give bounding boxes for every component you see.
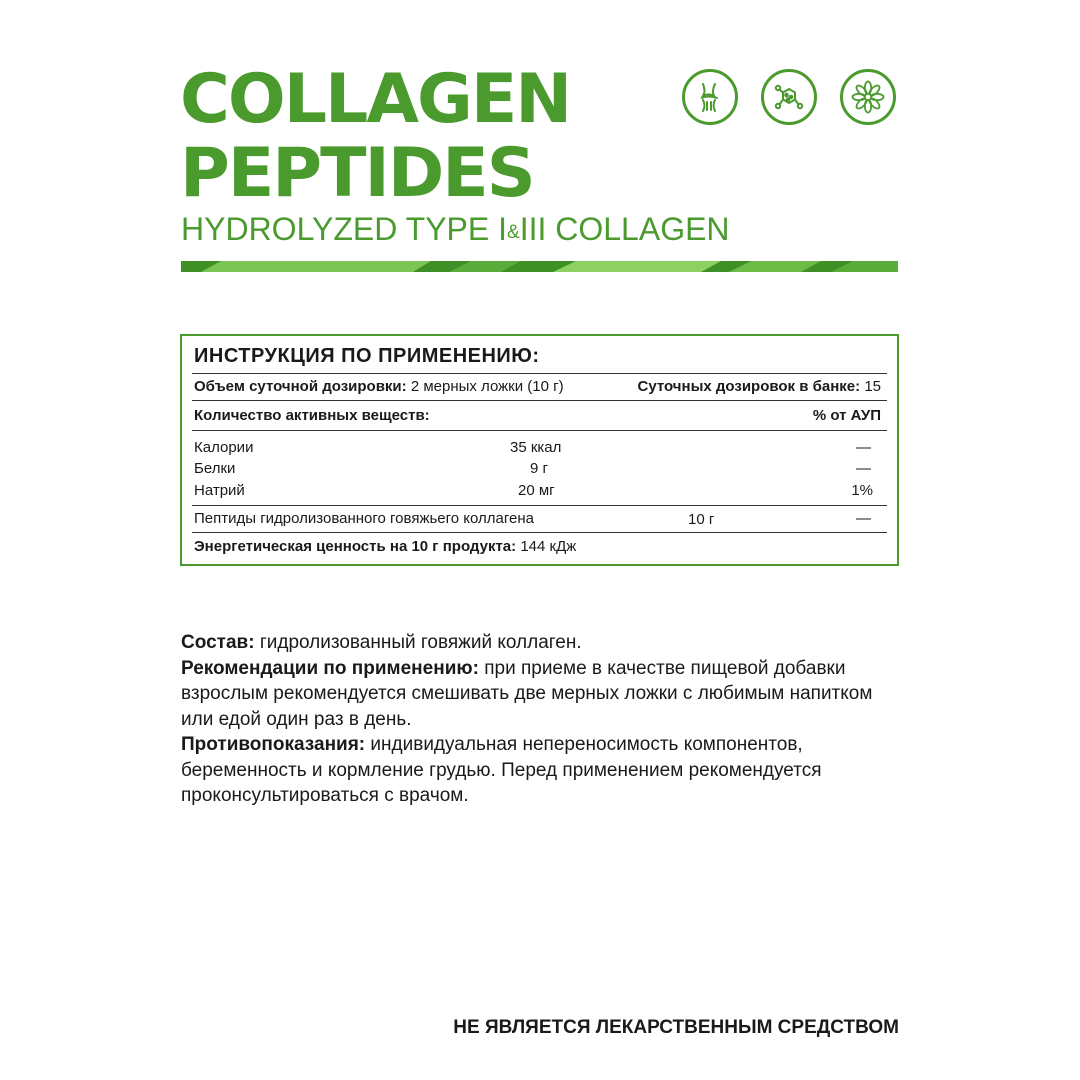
product-title-line2: PEPTIDES — [180, 134, 534, 213]
nutrient-rda: — — [856, 439, 871, 456]
energy-row — [194, 538, 576, 555]
energy-value: 144 кДж — [520, 538, 577, 555]
divider — [192, 373, 887, 374]
servings-label: Суточных дозировок в банке: — [637, 378, 861, 395]
peptides-amount: 10 г — [688, 511, 715, 528]
servings-value: 15 — [864, 378, 881, 395]
divider — [192, 430, 887, 431]
dose-label: Объем суточной дозировки: — [194, 378, 407, 395]
panel-heading: ИНСТРУКЦИЯ ПО ПРИМЕНЕНИЮ: — [194, 345, 540, 367]
nutrient-name: Калории — [194, 439, 254, 456]
nutrient-amount: 9 г — [530, 460, 548, 477]
dose-value: 2 мерных ложки (10 г) — [410, 378, 564, 395]
dose-row — [194, 378, 564, 395]
recommendations-label: Рекомендации по применению: — [181, 657, 479, 679]
flower-icon — [840, 69, 896, 125]
subtitle-mark: & — [507, 222, 520, 243]
decorative-stripe — [181, 261, 898, 272]
subtitle-part1: HYDROLYZED TYPE I — [181, 211, 507, 247]
joint-icon — [682, 69, 738, 125]
composition-paragraph — [181, 630, 901, 656]
contraindications-text: индивидуальная непереносимость компонентов, беременность и кормление грудью. Перед применением рекомендуется проконсультироваться с врачом. — [181, 734, 822, 806]
rda-label: % от АУП — [812, 407, 881, 424]
peptides-name: Пептиды гидролизованного говяжьего коллагена — [194, 510, 534, 527]
product-subtitle — [181, 213, 730, 245]
nutrient-rda: 1% — [851, 482, 873, 499]
servings-row — [638, 378, 882, 395]
contraindications-label: Противопоказания: — [181, 734, 366, 755]
peptides-rda: — — [856, 510, 871, 527]
composition-label: Состав: — [181, 632, 255, 653]
nutrient-rda: — — [856, 460, 871, 477]
nutrient-amount: 35 ккал — [510, 439, 562, 456]
product-description — [181, 630, 901, 809]
instructions-panel — [180, 334, 899, 566]
recommendations-paragraph — [181, 656, 901, 733]
nutrient-name: Натрий — [194, 482, 245, 499]
subtitle-part2: III COLLAGEN — [519, 211, 730, 247]
nutrient-amount: 20 мг — [518, 482, 555, 499]
composition-text: гидролизованный говяжий коллаген. — [259, 632, 582, 653]
divider — [192, 400, 887, 401]
recommendations-text: при приеме в качестве пищевой добавки взрослым рекомендуется смешивать две мерных ложки с любимым напитком или едой один раз в день. — [181, 657, 873, 730]
nutrient-name: Белки — [194, 460, 236, 477]
active-label: Количество активных веществ: — [194, 407, 430, 424]
contraindications-paragraph — [181, 732, 901, 809]
divider — [192, 532, 887, 533]
feature-icons — [682, 69, 900, 129]
molecule-icon — [761, 69, 817, 125]
disclaimer: НЕ ЯВЛЯЕТСЯ ЛЕКАРСТВЕННЫМ СРЕДСТВОМ — [453, 1017, 899, 1038]
divider — [192, 505, 887, 506]
product-title-line1: COLLAGEN — [180, 60, 571, 139]
energy-label: Энергетическая ценность на 10 г продукта: — [194, 538, 517, 555]
